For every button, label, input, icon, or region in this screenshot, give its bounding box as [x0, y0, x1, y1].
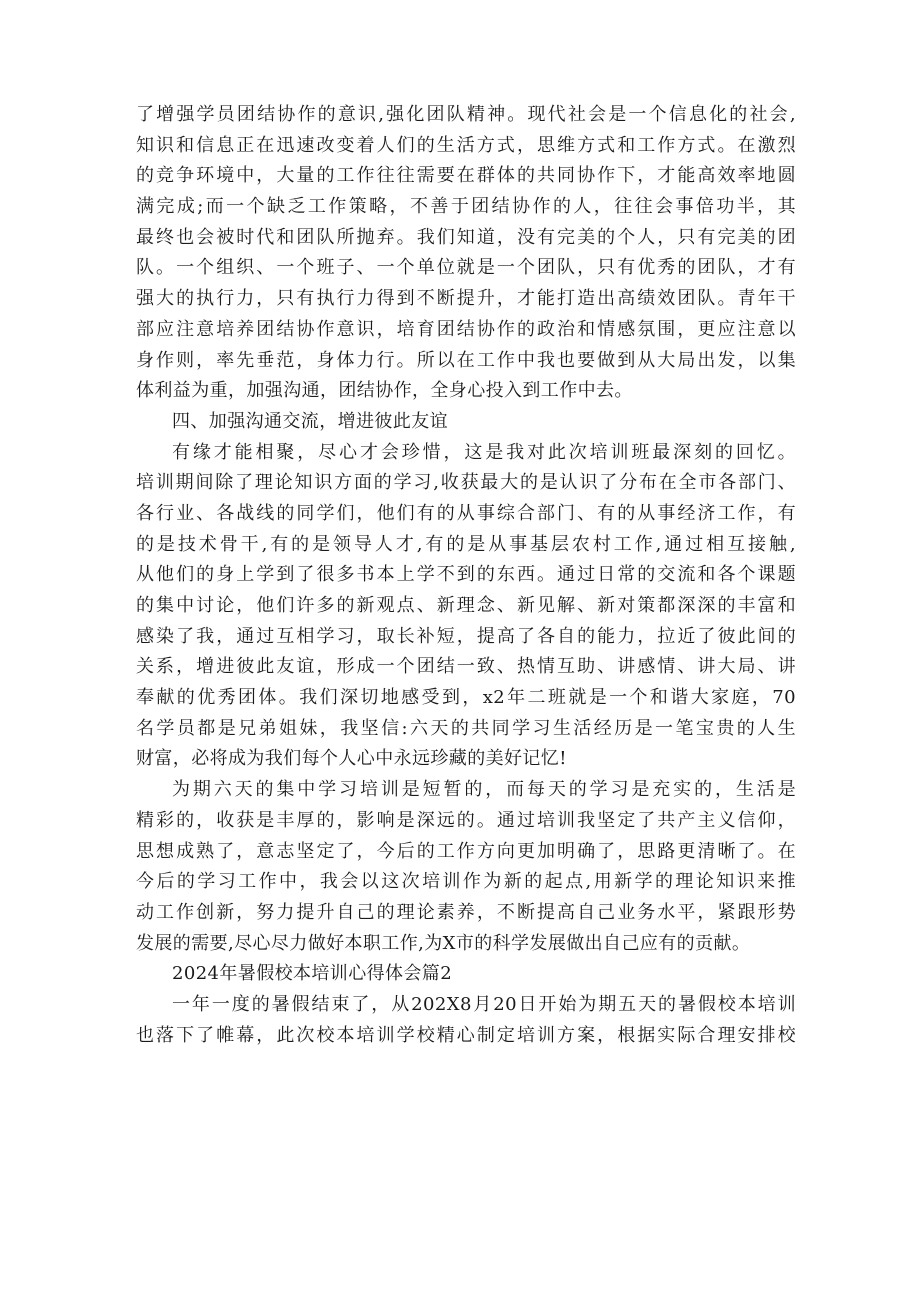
text-line: 为期六天的集中学习培训是短暂的，而每天的学习是充实的，生活是: [172, 779, 796, 801]
text-line: 最终也会被时代和团队所抛弃。我们知道，没有完美的个人，只有完美的团: [136, 226, 796, 248]
paragraph-friendship: [136, 438, 796, 776]
text-line: 队。一个组织、一个班子、一个单位就是一个团队，只有优秀的团队，才有: [136, 257, 796, 279]
paragraph-summer-training: [136, 990, 796, 1051]
text-line: 的竞争环境中，大量的工作往往需要在群体的共同协作下，才能高效率地圆: [136, 165, 796, 187]
text-line: 奉献的优秀团体。我们深切地感受到，x2年二班就是一个和谐大家庭，70: [136, 687, 796, 709]
text-line: 知识和信息正在迅速改变着人们的生活方式，思维方式和工作方式。在激烈: [136, 134, 796, 156]
text-line: 的是技术骨干,有的是领导人才,有的是从事基层农村工作,通过相互接触,: [136, 533, 796, 555]
article-title: 2024年暑假校本培训心得体会篇2: [172, 963, 453, 985]
text-line: 体利益为重，加强沟通，团结协作，全身心投入到工作中去。: [136, 380, 633, 402]
text-line: 思想成熟了，意志坚定了，今后的工作方向更加明确了，思路更清晰了。在: [136, 840, 796, 862]
text-line: 感染了我，通过互相学习，取长补短，提高了各自的能力，拉近了彼此间的: [136, 625, 796, 647]
text-line: 身作则，率先垂范，身体力行。所以在工作中我也要做到从大局出发，以集: [136, 349, 796, 371]
text-line: 也落下了帷幕，此次校本培训学校精心制定培训方案，根据实际合理安排校: [136, 1024, 796, 1046]
article-heading-part2: [136, 959, 796, 990]
text-line: 的集中讨论，他们许多的新观点、新理念、新见解、新对策都深深的丰富和: [136, 595, 796, 616]
section-heading: 四、加强沟通交流，增进彼此友谊: [172, 410, 448, 432]
text-line: 各行业、各战线的同学们，他们有的从事综合部门、有的从事经济工作，有: [136, 502, 796, 524]
section-heading-communication: [136, 407, 796, 438]
paragraph-conclusion: [136, 775, 796, 959]
paragraph-teamwork: [136, 100, 796, 407]
text-line: 财富，必将成为我们每个人心中永远珍藏的美好记忆!: [136, 748, 567, 770]
text-line: 动工作创新，努力提升自己的理论素养，不断提高自己业务水平，紧跟形势: [136, 901, 796, 923]
text-line: 关系，增进彼此友谊，形成一个团结一致、热情互助、讲感情、讲大局、讲: [136, 656, 796, 678]
text-line: 了增强学员团结协作的意识,强化团队精神。现代社会是一个信息化的社会,: [136, 104, 796, 125]
text-line: 满完成;而一个缺乏工作策略，不善于团结协作的人，往往会事倍功半，其: [136, 196, 796, 218]
text-line: 部应注意培养团结协作意识，培育团结协作的政治和情感氛围，更应注意以: [136, 318, 796, 340]
text-line: 今后的学习工作中，我会以这次培训作为新的起点,用新学的理论知识来推: [136, 871, 796, 893]
text-line: 名学员都是兄弟姐妹，我坚信:六天的共同学习生活经历是一笔宝贵的人生: [136, 717, 796, 739]
document-page: [136, 100, 796, 1051]
text-line: 一年一度的暑假结束了，从202X8月20日开始为期五天的暑假校本培训: [172, 993, 796, 1015]
text-line: 从他们的身上学到了很多书本上学不到的东西。通过日常的交流和各个课题: [136, 564, 796, 586]
text-line: 发展的需要,尽心尽力做好本职工作,为X市的科学发展做出自己应有的贡献。: [136, 932, 751, 954]
text-line: 培训期间除了理论知识方面的学习,收获最大的是认识了分布在全市各部门、: [136, 472, 796, 494]
text-line: 有缘才能相聚，尽心才会珍惜，这是我对此次培训班最深刻的回忆。: [172, 441, 796, 463]
text-line: 强大的执行力，只有执行力得到不断提升，才能打造出高绩效团队。青年干: [136, 288, 796, 310]
text-line: 精彩的，收获是丰厚的，影响是深远的。通过培训我坚定了共产主义信仰，: [136, 809, 796, 831]
